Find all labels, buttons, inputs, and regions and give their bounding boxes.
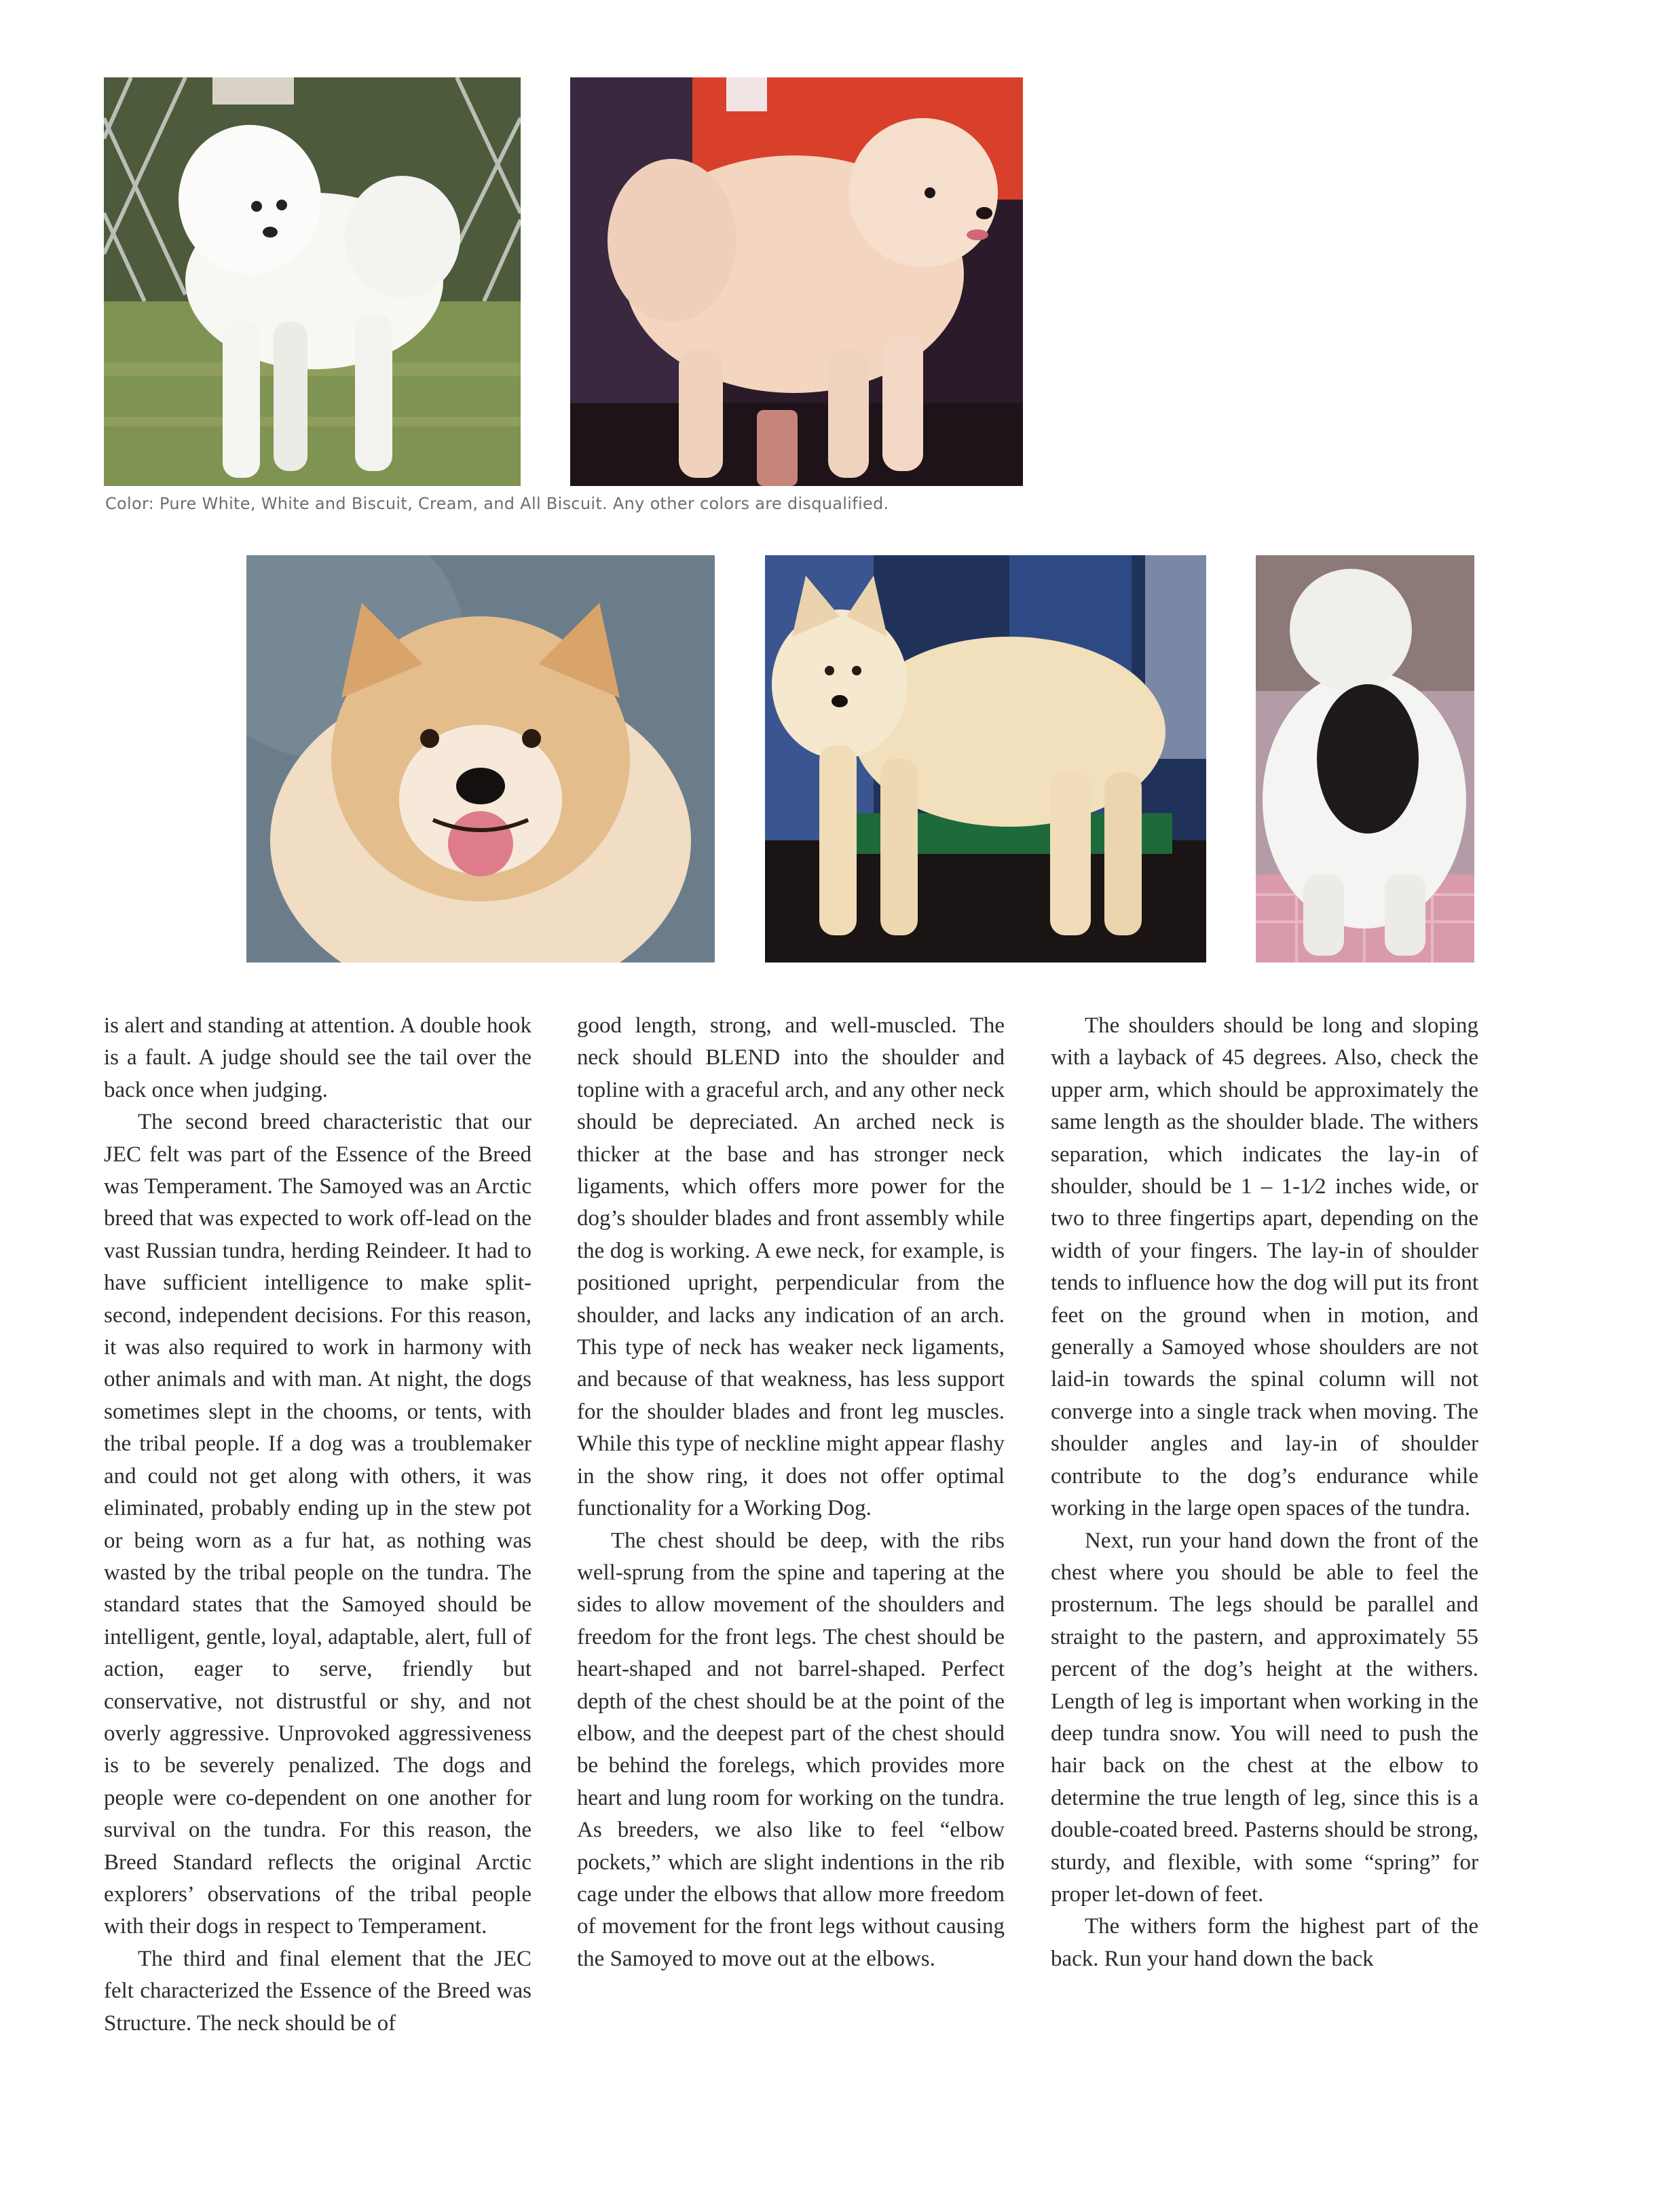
- paragraph: The withers form the highest part of the back. Run your hand down the back: [1051, 1914, 1478, 1971]
- paragraph: is alert and standing at attention. A double hook is a fault. A judge should see the tail over the back once when judging.: [104, 1013, 531, 1102]
- text-column-1: [104, 1010, 531, 2040]
- photo-caption: Color: Pure White, White and Biscuit, Cream, and All Biscuit. Any other colors are disqualified.: [105, 494, 889, 513]
- photo-samoyed-dark-patch-graphic: [1256, 555, 1474, 962]
- photo-biscuit-samoyed-head-graphic: [246, 555, 715, 962]
- photo-biscuit-samoyed-standing-graphic: [765, 555, 1206, 962]
- paragraph: The shoulders should be long and sloping with a layback of 45 degrees. Also, check the upper arm, which should be approximately the same length as the shoulder blade. The withers separation, which indicates the lay-in of shoulder, should be 1 – 1-1⁄2 inches wide, or two to three fingertips apart, depending on the width of your fingers. The lay-in of shoulder tends to influence how the dog will put its front feet on the ground when in motion, and generally a Samoyed whose shoulders are not laid-in towards the spinal column will not converge into a single track when moving. The shoulder angles and lay-in of shoulder contribute to the dog’s endurance while working in the large open spaces of the tundra.: [1051, 1013, 1478, 1521]
- text-column-3: [1051, 1010, 1478, 1975]
- photo-biscuit-samoyed-head: [246, 555, 715, 962]
- paragraph: good length, strong, and well-muscled. The neck should BLEND into the shoulder and topline with a graceful arch, and any other neck should be depreciated. An arched neck is thicker at the base and has stronger neck ligaments, which offers more power for the dog’s shoulder blades and front assembly while the dog is working. A ewe neck, for example, is positioned upright, perpendicular from the shoulder, and lacks any indication of an arch. This type of neck has weaker neck ligaments, and because of that weakness, has less support for the shoulder blades and front leg muscles. While this type of neckline might appear flashy in the show ring, it does not offer optimal functionality for a Working Dog.: [577, 1013, 1005, 1521]
- photo-pure-white-samoyed-graphic: [104, 77, 521, 486]
- paragraph: The chest should be deep, with the ribs well-sprung from the spine and tapering at the sides to allow movement of the shoulders and freedom for the front legs. The chest should be heart-shaped and not barrel-shaped. Perfect depth of the chest should be at the point of the elbow, and the deepest part of the chest should be behind the forelegs, which provides more heart and lung room for working on the tundra. As breeders, we also like to feel “elbow pockets,” which are slight indentions in the rib cage under the elbows that allow more freedom of movement for the front legs without causing the Samoyed to move out at the elbows.: [577, 1528, 1005, 1971]
- text-column-2: [577, 1010, 1005, 1975]
- photo-biscuit-samoyed-standing: [765, 555, 1206, 962]
- paragraph: The second breed characteristic that our JEC felt was part of the Essence of the Breed was Temperament. The Samoyed was an Arctic breed that was expected to work off-lead on the vast Russian tundra, herding Reindeer. It had to have sufficient intelligence to make split-second, independent decisions. For this reason, it was also required to work in harmony with other animals and with man. At night, the dogs sometimes slept in the chooms, or tents, with the tribal people. If a dog was a troublemaker and could not get along with others, it was eliminated, probably ending up in the stew pot or being worn as a fur hat, as nothing was wasted by the tribal people on the tundra. The standard states that the Samoyed should be intelligent, gentle, loyal, adaptable, alert, full of action, eager to serve, friendly but conservative, not distrustful or shy, and not overly aggressive. Unprovoked aggressiveness is to be severely penalized. The dogs and people were co-dependent on one another for survival on the tundra. For this reason, the Breed Standard reflects the original Arctic explorers’ observations of the tribal people with their dogs in respect to Temperament.: [104, 1110, 531, 1939]
- paragraph: Next, run your hand down the front of the chest where you should be able to feel the prosternum. The legs should be parallel and straight to the pastern, and approximately 55 percent of the dog’s height at the withers. Length of leg is important when working in the deep tundra snow. You will need to push the hair back on the chest at the elbow to determine the true length of leg, since this is a double-coated breed. Pasterns should be strong, sturdy, and flexible, with some “spring” for proper let-down of feet.: [1051, 1528, 1478, 1907]
- paragraph: The third and final element that the JEC felt characterized the Essence of the Breed was Structure. The neck should be of: [104, 1946, 531, 2036]
- photo-cream-samoyed-show: [570, 77, 1023, 486]
- photo-cream-samoyed-show-graphic: [570, 77, 1023, 486]
- photo-pure-white-samoyed: [104, 77, 521, 486]
- photo-samoyed-dark-patch: [1256, 555, 1474, 962]
